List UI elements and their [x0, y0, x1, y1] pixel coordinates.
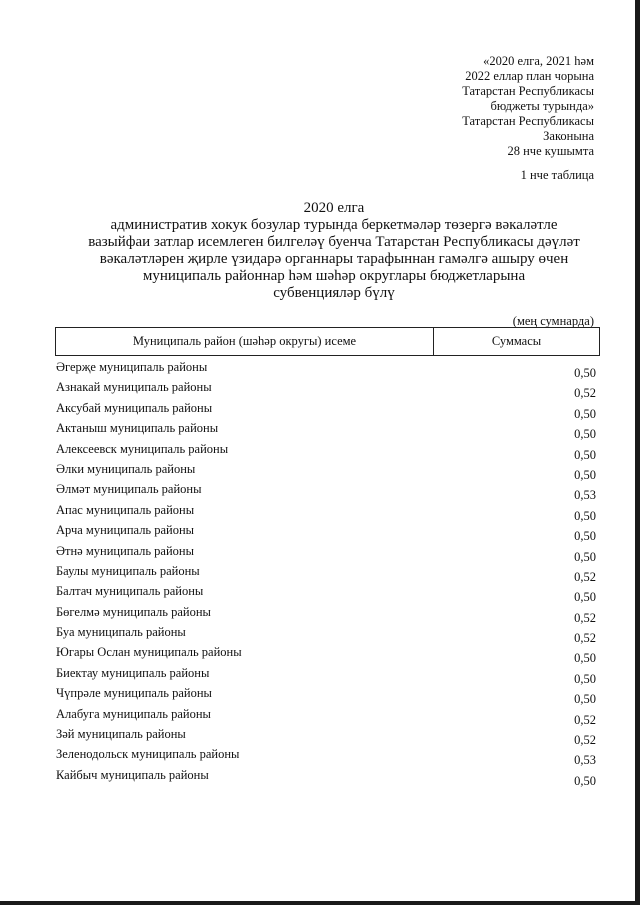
scan-border-right: [635, 0, 640, 905]
subvention-amount: 0,50: [574, 651, 596, 666]
header-name-column: Муниципаль район (шәһәр округы) исеме: [56, 328, 434, 355]
subvention-amount: 0,50: [574, 447, 596, 462]
municipality-name: Зеленодольск муниципаль районы: [56, 747, 240, 762]
table-row: [56, 562, 596, 582]
subvention-amount: 0,52: [574, 712, 596, 727]
title-line: административ хокук бозулар турында беркетмәләр төзергә вәкаләтле: [110, 217, 558, 233]
title-line: вәкаләтләрен җирле үзидарә органнары тарафыннан гамәлгә ашыру өчен: [99, 251, 569, 267]
title-line: муниципаль районнар һәм шәһәр округлары бюджетларына: [142, 268, 526, 284]
table-body: [56, 358, 596, 786]
municipality-name: Югары Ослан муниципаль районы: [56, 645, 242, 660]
table-row: [56, 542, 596, 562]
municipality-name: Азнакай муниципаль районы: [56, 380, 212, 395]
subvention-amount: 0,50: [574, 508, 596, 523]
subvention-amount: 0,50: [574, 692, 596, 707]
title-line: вазыйфаи затлар исемлеген билгеләү буенча Татарстан Республикасы дәүләт: [88, 234, 580, 250]
title-line: 2020 елга: [303, 200, 365, 216]
municipality-name: Алексеевск муниципаль районы: [56, 441, 229, 456]
subvention-amount: 0,50: [574, 773, 596, 788]
table-row: [56, 664, 596, 684]
table-row: [56, 460, 596, 480]
municipality-name: Балтач муниципаль районы: [56, 584, 204, 599]
municipality-name: Әлки муниципаль районы: [56, 461, 196, 476]
subvention-amount: 0,50: [574, 366, 596, 380]
table-row: [56, 705, 596, 725]
note-line: 28 нче кушымта: [507, 144, 594, 158]
table-row: [56, 440, 596, 460]
table-row: [56, 480, 596, 503]
note-line: «2020 елга, 2021 һәм: [483, 54, 594, 68]
municipality-name: Алабуга муниципаль районы: [56, 706, 211, 721]
law-attachment-note: [462, 54, 594, 159]
municipality-name: Зәй муниципаль районы: [56, 727, 186, 742]
note-line: 2022 еллар план чорына: [465, 69, 594, 83]
subvention-amount: 0,50: [574, 590, 596, 605]
municipality-name: Апас муниципаль районы: [56, 502, 195, 517]
municipality-name: Чүпрәле муниципаль районы: [56, 686, 212, 701]
municipality-name: Әгерҗе муниципаль районы: [56, 360, 208, 374]
subvention-amount: 0,52: [574, 610, 596, 625]
subvention-amount: 0,52: [574, 386, 596, 401]
table-row: [56, 623, 596, 646]
table-row: [56, 521, 596, 544]
note-line: Татарстан Республикасы: [462, 84, 594, 98]
header-sum-column: Суммасы: [491, 334, 542, 348]
subvention-amount: 0,50: [574, 549, 596, 564]
municipality-name: Бөгелмә муниципаль районы: [56, 604, 211, 619]
note-line: Законына: [543, 129, 594, 143]
unit-note: (мең сумнарда): [512, 314, 594, 328]
note-line: Татарстан Республикасы: [462, 114, 594, 128]
note-line: бюджеты турында»: [490, 99, 594, 113]
subvention-amount: 0,53: [574, 488, 596, 503]
subvention-amount: 0,53: [574, 753, 596, 768]
table-row: [56, 399, 596, 419]
table-row: [56, 766, 596, 786]
subvention-amount: 0,50: [574, 467, 596, 482]
table-row: [56, 582, 596, 605]
municipality-name: Буа муниципаль районы: [56, 625, 186, 640]
municipality-name: Арча муниципаль районы: [56, 523, 195, 538]
municipality-name: Кайбыч муниципаль районы: [56, 767, 209, 782]
table-row: [56, 419, 596, 442]
subvention-amount: 0,52: [574, 733, 596, 748]
subvention-amount: 0,50: [574, 406, 596, 421]
subvention-amount: 0,50: [574, 671, 596, 686]
table-row: [56, 358, 596, 378]
title-line: субвенцияләр бүлү: [273, 285, 395, 301]
municipality-name: Баулы муниципаль районы: [56, 563, 200, 578]
table-row: [56, 745, 596, 768]
subvention-amount: 0,50: [574, 427, 596, 442]
municipality-name: Аксубай муниципаль районы: [56, 400, 213, 415]
table-row: [56, 603, 596, 623]
table-row: [56, 643, 596, 666]
table-row: [56, 378, 596, 401]
table-row: [56, 684, 596, 707]
subvention-amount: 0,52: [574, 569, 596, 584]
table-row: [56, 501, 596, 521]
subvention-amount: 0,50: [574, 529, 596, 544]
municipality-name: Биектау муниципаль районы: [56, 665, 210, 680]
document-title: [60, 200, 608, 302]
table-number: 1 нче таблица: [520, 168, 594, 182]
scan-border-bottom: [0, 901, 640, 905]
subvention-amount: 0,52: [574, 631, 596, 646]
table-header: [55, 327, 600, 356]
table-row: [56, 725, 596, 748]
municipality-name: Әтнә муниципаль районы: [56, 543, 195, 558]
municipality-name: Актаныш муниципаль районы: [56, 421, 219, 436]
municipality-name: Әлмәт муниципаль районы: [56, 482, 202, 497]
